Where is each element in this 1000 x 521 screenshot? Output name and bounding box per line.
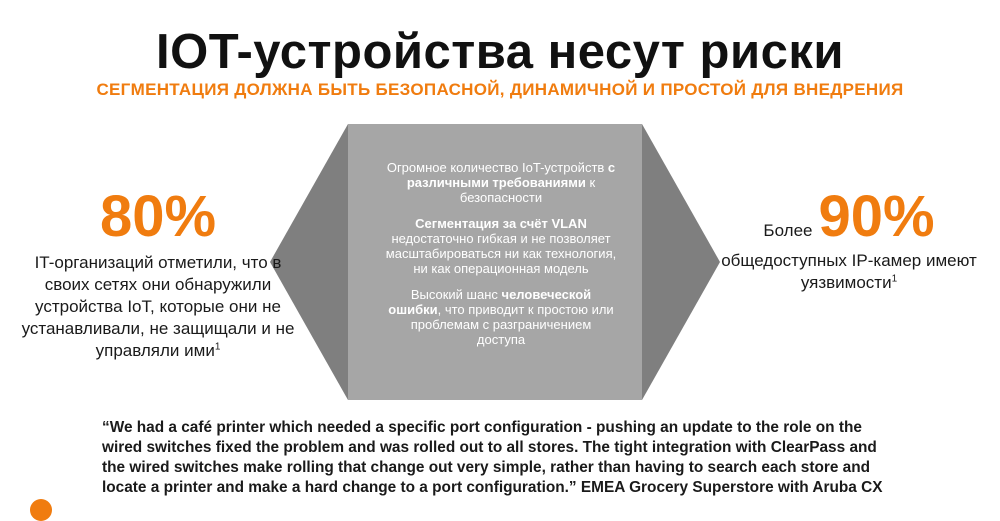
- footnote-ref: 1: [891, 273, 898, 285]
- center-point-3: Высокий шанс человеческой ошибки, что приводит к простою или проблемам с разграничением доступа: [388, 287, 614, 347]
- right-stat-headline: [720, 184, 978, 250]
- orange-circle-mark: [30, 499, 52, 521]
- right-stat-text: общедоступных IP-камер имеют уязвимости$^1$: [721, 251, 977, 292]
- left-stat: [20, 184, 296, 362]
- page-subtitle: СЕГМЕНТАЦИЯ ДОЛЖНА БЫТЬ БЕЗОПАСНОЙ, ДИНАМИЧНОЙ И ПРОСТОЙ ДЛЯ ВНЕДРЕНИЯ: [96, 80, 904, 99]
- right-stat-value: 90%: [818, 184, 935, 249]
- right-stat-prefix: Более: [763, 221, 813, 240]
- center-point-2: Сегментация за счёт VLAN недостаточно гибкая и не позволяет масштабироваться ни как технология, ни как операционная модель: [385, 216, 617, 276]
- left-stat-value: 80%: [99, 184, 217, 249]
- page-title: IOT-устройства несут риски: [156, 25, 844, 79]
- right-stat: [720, 184, 978, 294]
- left-stat-text: IT-организаций отметили, что в своих сетях они обнаружили устройства IoT, которые они не устанавливали, не защищали и не управляли ими$^1$: [21, 253, 295, 360]
- customer-quote: “We had a café printer which needed a specific port configuration - pushing an update to the role on the wired switches fixed the problem and was rolled out to all stores. The tight integration with ClearPass and the wired switches make rolling that change out very simple, rather than having to search each store and locate a printer and make a hard change to a port configuration.” EMEA Grocery Superstore with Aruba CX: [102, 419, 883, 496]
- footnote-ref: 1: [214, 341, 221, 353]
- right-arrow-shape: [642, 124, 720, 400]
- center-panel-text: [385, 160, 617, 358]
- center-point-1: Огромное количество IoT-устройств с различными требованиями к безопасности: [386, 160, 616, 205]
